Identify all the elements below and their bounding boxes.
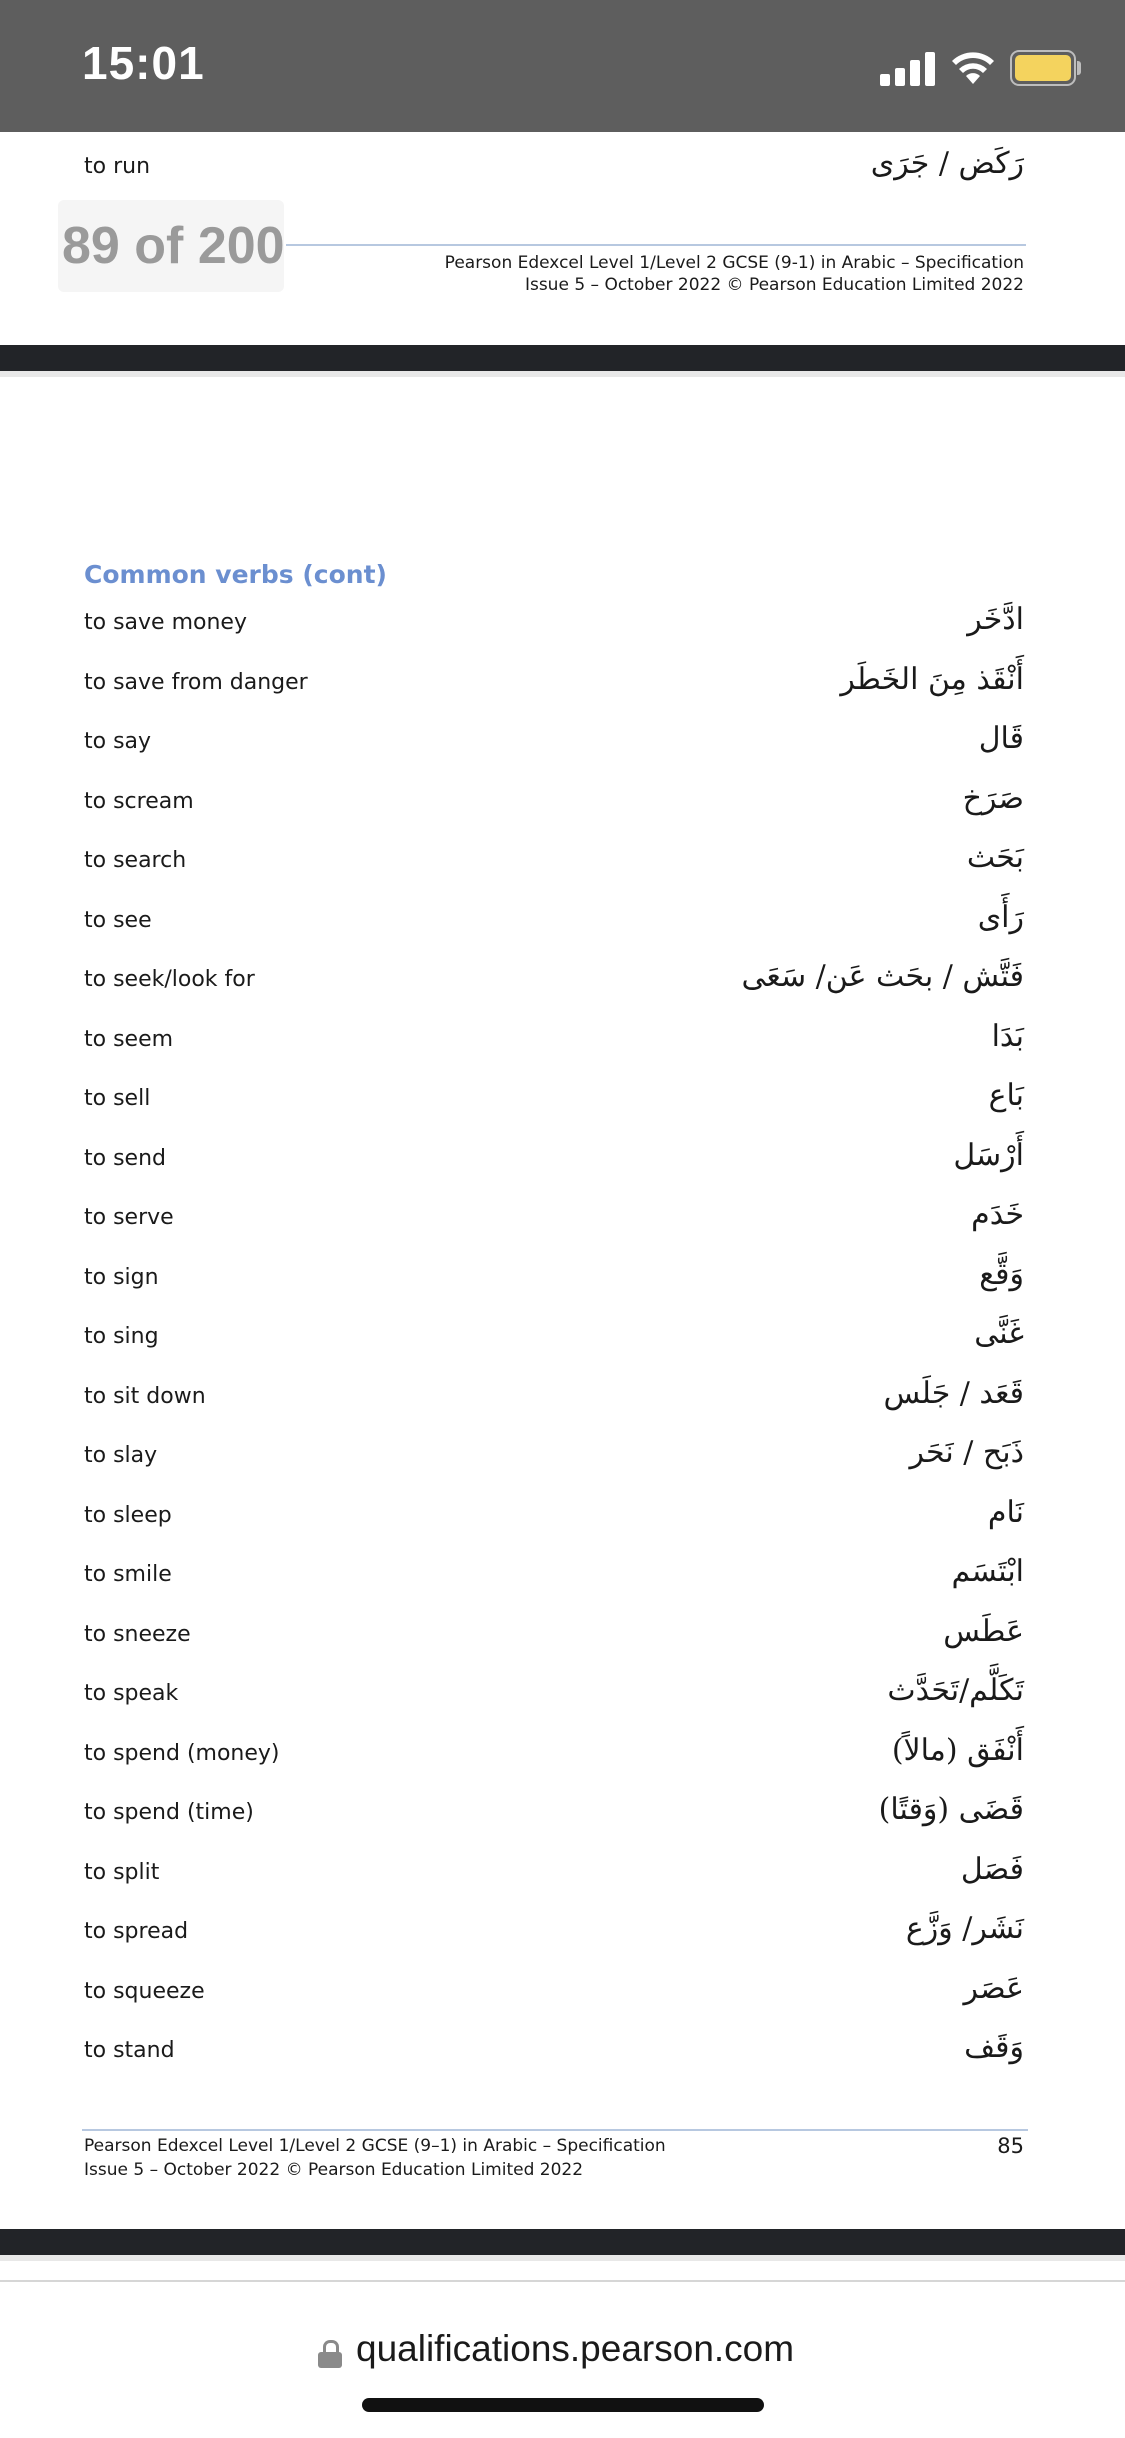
arabic-term: ذَبَح / نَحَر (909, 1435, 1024, 1470)
english-term: to spend (time) (84, 1800, 254, 1825)
vocab-row (0, 1015, 1125, 1071)
arabic-term: قَعَد / جَلَس (883, 1375, 1024, 1411)
arabic-term: وَقَف (964, 2030, 1024, 2065)
english-term: to sneeze (84, 1621, 191, 1647)
status-time: 15:01 (82, 37, 205, 89)
english-term: to scream (84, 788, 194, 814)
page-gap (0, 2255, 1125, 2261)
vocab-row (0, 777, 1125, 833)
vocab-row (0, 717, 1125, 773)
footer-rule (82, 2129, 1028, 2131)
vocab-row (0, 1610, 1125, 1666)
prev-footer-line2: Issue 5 – October 2022 © Pearson Education Limited 2022 (524, 275, 1024, 295)
english-term: to stand (84, 2038, 175, 2063)
arabic-term: قَضَى (وَقتًا) (878, 1792, 1024, 1827)
arabic-term: فَصَل (960, 1851, 1024, 1887)
vocab-row (0, 1729, 1125, 1785)
english-term: to sell (84, 1086, 151, 1111)
vocab-row (0, 1907, 1125, 1963)
vocab-row (0, 658, 1125, 714)
prev-page-footer (445, 252, 1024, 296)
vocab-row (0, 1134, 1125, 1190)
english-term: to search (84, 848, 187, 873)
arabic-term: صَرَخ (962, 780, 1024, 816)
english-term: to spread (84, 1919, 189, 1944)
prev-footer-line1: Pearson Edexcel Level 1/Level 2 GCSE (9-1) in Arabic – Specification (444, 253, 1024, 273)
page-number: 85 (997, 2134, 1024, 2158)
vocab-row (0, 955, 1125, 1011)
arabic-term: أَنْقَذ مِنَ الخَطَر (840, 661, 1024, 697)
english-term: to sign (84, 1264, 159, 1290)
vocab-row (0, 1372, 1125, 1428)
page-separator (0, 2229, 1125, 2255)
arabic-term: تَكَلَّم/تَحَدَّث (887, 1673, 1024, 1708)
arabic-term: أَرْسَل (953, 1137, 1024, 1173)
english-term: to sing (84, 1324, 159, 1349)
vocab-row (0, 1788, 1125, 1844)
arabic-term: ادَّخَر (967, 602, 1024, 637)
english-term: to sleep (84, 1502, 172, 1528)
battery-icon (1010, 50, 1080, 86)
cellular-signal-icon (880, 52, 936, 86)
english-term: to split (84, 1859, 160, 1885)
arabic-term: بَحَث (966, 840, 1024, 875)
english-term: to sit down (84, 1383, 206, 1409)
vocab-row (0, 2026, 1125, 2082)
page-counter (58, 200, 284, 292)
url-bar[interactable] (0, 2280, 1125, 2438)
vocab-row (0, 1550, 1125, 1606)
lock-icon (318, 2340, 342, 2368)
vocab-row (0, 1848, 1125, 1904)
english-term: to slay (84, 1443, 158, 1468)
english-term: to squeeze (84, 1978, 205, 2004)
vocab-row (0, 1193, 1125, 1249)
footer-line1: Pearson Edexcel Level 1/Level 2 GCSE (9–1) in Arabic – Specification (84, 2136, 666, 2156)
footer-line2: Issue 5 – October 2022 © Pearson Education Limited 2022 (84, 2160, 584, 2180)
english-term: to speak (84, 1681, 179, 1706)
page-counter-text: 89 of 200 (62, 217, 285, 275)
vocab-row (0, 896, 1125, 952)
arabic-term: غَنَّى (974, 1316, 1024, 1351)
page-separator (0, 345, 1125, 371)
vocab-row (0, 1253, 1125, 1309)
vocab-row (0, 1491, 1125, 1547)
wifi-icon (950, 48, 996, 86)
english-term: to serve (84, 1205, 174, 1230)
english-term: to smile (84, 1562, 172, 1587)
arabic-term: نَشَر/ وَزَّع (905, 1911, 1024, 1946)
arabic-term: بَدَا (991, 1018, 1024, 1054)
vocab-row (0, 598, 1125, 654)
english-term: to seek/look for (84, 967, 255, 992)
vocab-row (0, 1074, 1125, 1130)
arabic-term: فَتَّش / بحَث عَن/ سَعَى (741, 959, 1024, 994)
url-text[interactable]: qualifications.pearson.com (356, 2328, 795, 2369)
status-bar (0, 0, 1125, 132)
home-indicator[interactable] (362, 2398, 764, 2412)
arabic-term: قَال (978, 721, 1024, 756)
vocab-row (0, 1312, 1125, 1368)
english-term: to save from danger (84, 669, 308, 695)
arabic-term: وَقَّع (979, 1256, 1024, 1292)
arabic-term: خَدَم (971, 1197, 1024, 1232)
english-term: to send (84, 1145, 166, 1171)
english-term: to run (84, 154, 151, 179)
arabic-term: ابْتَسَم (951, 1554, 1024, 1589)
section-heading: Common verbs (cont) (84, 560, 387, 589)
english-term: to spend (money) (84, 1740, 280, 1766)
vocab-row (0, 1967, 1125, 2023)
arabic-term: عَصَر (963, 1970, 1024, 2006)
arabic-term: عَطَس (943, 1613, 1024, 1649)
page-footer (84, 2134, 666, 2182)
english-term: to see (84, 907, 152, 933)
english-term: to save money (84, 610, 247, 635)
arabic-term: أَنْفَق (مالاً) (891, 1732, 1024, 1768)
arabic-term: نَام (987, 1494, 1024, 1530)
vocab-row (0, 1669, 1125, 1725)
arabic-term: بَاع (988, 1078, 1024, 1113)
english-term: to say (84, 729, 152, 754)
vocab-row (0, 1431, 1125, 1487)
arabic-term: رَكَض / جَرَى (870, 146, 1024, 181)
english-term: to seem (84, 1026, 174, 1052)
page-gap (0, 371, 1125, 377)
arabic-term: رَأَى (977, 899, 1024, 935)
vocab-row (0, 142, 1125, 198)
vocab-row (0, 836, 1125, 892)
header-rule (286, 244, 1026, 246)
